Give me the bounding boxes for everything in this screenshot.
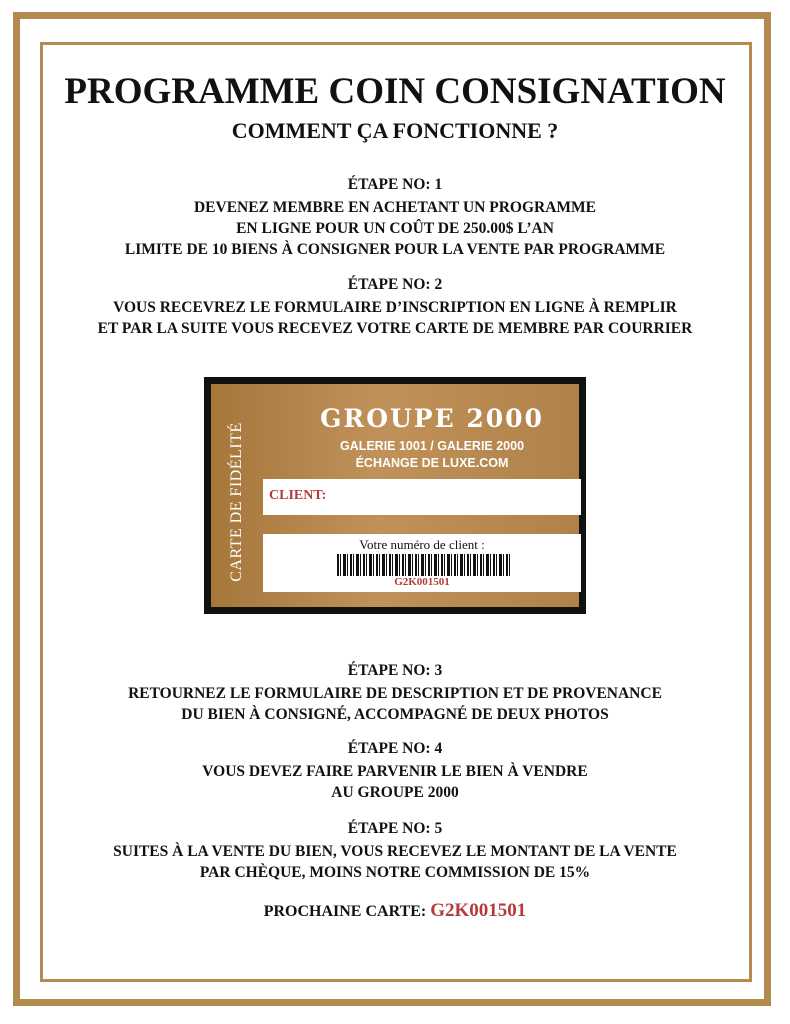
step-3 bbox=[0, 660, 790, 725]
card-brand-line2: ÉCHANGE DE LUXE.COM bbox=[355, 456, 509, 470]
page-title: PROGRAMME COIN CONSIGNATION bbox=[64, 71, 726, 112]
step-line: LIMITE DE 10 BIENS À CONSIGNER POUR LA VENTE PAR PROGRAMME bbox=[124, 241, 666, 258]
card-face bbox=[211, 384, 579, 607]
step-title: ÉTAPE NO: 2 bbox=[347, 276, 443, 293]
step-4 bbox=[0, 738, 790, 803]
step-line: PAR CHÈQUE, MOINS NOTRE COMMISSION DE 15% bbox=[199, 864, 591, 881]
page-subtitle: COMMENT ÇA FONCTIONNE ? bbox=[231, 118, 559, 143]
card-number: G2K001501 bbox=[394, 576, 450, 588]
step-line: VOUS RECEVREZ LE FORMULAIRE D’INSCRIPTION EN LIGNE À REMPLIR bbox=[113, 299, 677, 316]
next-card-label: PROCHAINE CARTE: bbox=[263, 903, 427, 920]
step-line: DEVENEZ MEMBRE EN ACHETANT UN PROGRAMME bbox=[193, 199, 597, 216]
step-line: VOUS DEVEZ FAIRE PARVENIR LE BIEN À VENDRE bbox=[202, 763, 588, 780]
card-vertical-label bbox=[217, 402, 257, 602]
card-client-label: CLIENT: bbox=[269, 488, 327, 503]
next-card bbox=[0, 900, 790, 922]
step-line: AU GROUPE 2000 bbox=[331, 784, 459, 801]
step-2 bbox=[0, 274, 790, 339]
step-line: SUITES À LA VENTE DU BIEN, VOUS RECEVEZ LE MONTANT DE LA VENTE bbox=[113, 843, 677, 860]
step-line: RETOURNEZ LE FORMULAIRE DE DESCRIPTION ET DE PROVENANCE bbox=[128, 685, 662, 702]
card-brand-line1: GALERIE 1001 / GALERIE 2000 bbox=[339, 439, 525, 453]
step-line: ET PAR LA SUITE VOUS RECEVEZ VOTRE CARTE DE MEMBRE PAR COURRIER bbox=[97, 320, 693, 337]
next-card-code: G2K001501 bbox=[430, 900, 527, 921]
step-line: DU BIEN À CONSIGNÉ, ACCOMPAGNÉ DE DEUX PHOTOS bbox=[181, 706, 609, 723]
step-title: ÉTAPE NO: 4 bbox=[347, 740, 443, 757]
step-title: ÉTAPE NO: 1 bbox=[347, 176, 443, 193]
card-client-box bbox=[263, 479, 581, 515]
card-number-box bbox=[263, 534, 581, 592]
card-vertical-text: CARTE DE FIDÉLITÉ bbox=[228, 422, 245, 582]
card-number-label: Votre numéro de client : bbox=[359, 537, 485, 552]
step-5 bbox=[0, 818, 790, 883]
card-brand: GROUPE 2000 bbox=[320, 404, 544, 433]
membership-card bbox=[204, 377, 586, 614]
barcode-icon bbox=[337, 554, 511, 576]
step-title: ÉTAPE NO: 5 bbox=[347, 820, 443, 837]
step-title: ÉTAPE NO: 3 bbox=[347, 662, 443, 679]
step-line: EN LIGNE POUR UN COÛT DE 250.00$ L’AN bbox=[236, 220, 554, 237]
step-1 bbox=[0, 174, 790, 260]
